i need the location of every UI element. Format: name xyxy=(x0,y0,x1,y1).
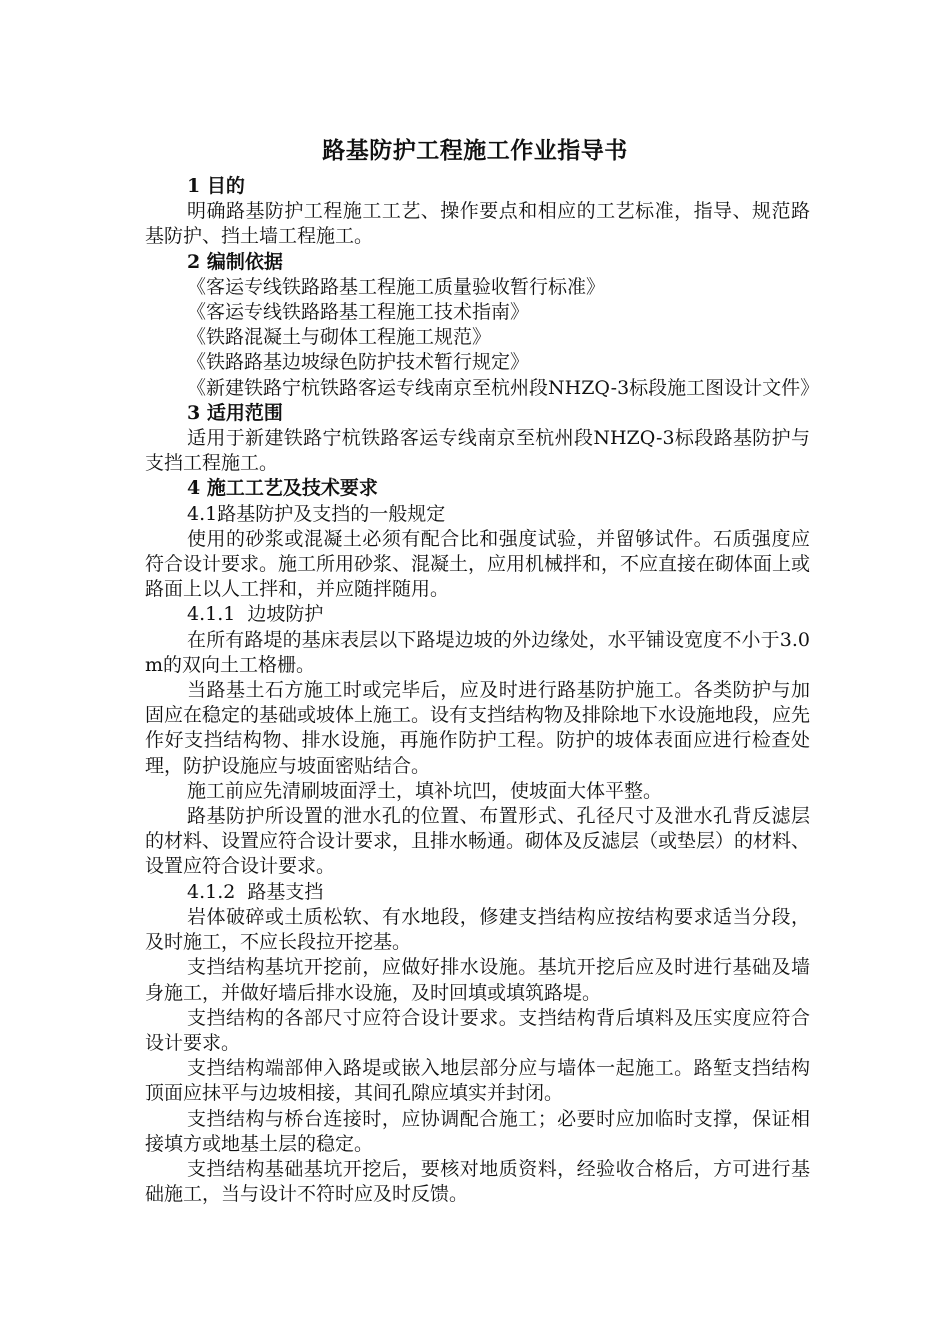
body-paragraph: 明确路基防护工程施工工艺、操作要点和相应的工艺标准，指导、规范路基防护、挡土墙工程施工。 xyxy=(145,200,810,248)
body-paragraph: 当路基土石方施工时或完毕后，应及时进行路基防护施工。各类防护与加固应在稳定的基础或坡体上施工。设有支挡结构物及排除地下水设施地段，应先作好支挡结构物、排水设施，再施作防护工程。防护的坡体表面应进行检查处理，防护设施应与坡面密贴结合。 xyxy=(145,679,811,777)
reference-item: 《客运专线铁路路基工程施工技术指南》 xyxy=(187,301,530,324)
body-paragraph: 施工前应先清刷坡面浮土，填补坑凹，使坡面大体平整。 xyxy=(187,779,663,802)
body-paragraph: 支挡结构与桥台连接时，应协调配合施工；必要时应加临时支撑，保证相接填方或地基土层的稳定。 xyxy=(145,1107,810,1155)
body-paragraph: 适用于新建铁路宁杭铁路客运专线南京至杭州段NHZQ-3标段路基防护与支挡工程施工。 xyxy=(145,427,810,475)
subsection-heading: 4.1.2 路基支挡 xyxy=(187,880,324,903)
reference-item: 《新建铁路宁杭铁路客运专线南京至杭州段NHZQ-3标段施工图设计文件》 xyxy=(187,376,820,399)
subsection-heading: 4.1.1 边坡防护 xyxy=(187,603,324,626)
reference-item: 《铁路混凝土与砌体工程施工规范》 xyxy=(187,326,492,349)
reference-item: 《客运专线铁路路基工程施工质量验收暂行标准》 xyxy=(187,275,606,298)
body-paragraph: 支挡结构基坑开挖前，应做好排水设施。基坑开挖后应及时进行基础及墙身施工，并做好墙后排水设施，及时回填或填筑路堤。 xyxy=(145,956,810,1004)
body-paragraph: 支挡结构端部伸入路堤或嵌入地层部分应与墙体一起施工。路堑支挡结构顶面应抹平与边坡相接，其间孔隙应填实并封闭。 xyxy=(145,1057,810,1105)
body-paragraph: 使用的砂浆或混凝土必须有配合比和强度试验，并留够试件。石质强度应符合设计要求。施工所用砂浆、混凝土，应用机械拌和，不应直接在砌体面上或路面上以人工拌和，并应随拌随用。 xyxy=(145,527,811,601)
section-heading: 3 适用范围 xyxy=(187,401,283,424)
body-paragraph: 支挡结构的各部尺寸应符合设计要求。支挡结构背后填料及压实度应符合设计要求。 xyxy=(145,1006,810,1054)
section-heading: 2 编制依据 xyxy=(187,250,283,273)
document-body xyxy=(145,174,820,1207)
section-heading: 1 目的 xyxy=(187,175,245,197)
reference-item: 《铁路路基边坡绿色防护技术暂行规定》 xyxy=(187,351,530,374)
section-heading: 4 施工工艺及技术要求 xyxy=(187,477,378,500)
body-paragraph: 在所有路堤的基床表层以下路堤边坡的外边缘处，水平铺设宽度不小于3.0m的双向土工格栅。 xyxy=(145,628,810,676)
document-title: 路基防护工程施工作业指导书 xyxy=(322,137,628,164)
body-paragraph: 岩体破碎或土质松软、有水地段，修建支挡结构应按结构要求适当分段，及时施工，不应长段拉开挖基。 xyxy=(145,905,810,954)
subsection-heading: 4.1路基防护及支挡的一般规定 xyxy=(187,502,446,525)
body-paragraph: 路基防护所设置的泄水孔的位置、布置形式、孔径尺寸及泄水孔背反滤层的材料、设置应符合设计要求，且排水畅通。砌体及反滤层（或垫层）的材料、设置应符合设计要求。 xyxy=(145,805,811,878)
body-paragraph: 支挡结构基础基坑开挖后，要核对地质资料，经验收合格后，方可进行基础施工，当与设计不符时应及时反馈。 xyxy=(145,1157,810,1206)
